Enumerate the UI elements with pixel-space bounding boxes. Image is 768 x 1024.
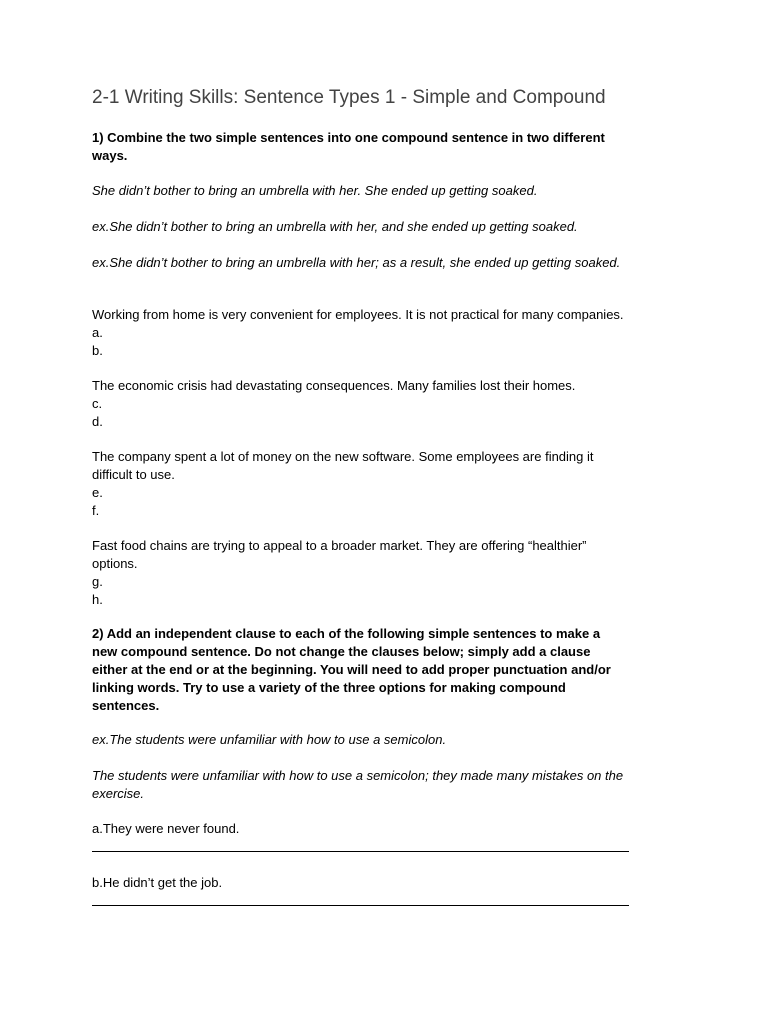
item2-prompt: The economic crisis had devastating consequences. Many families lost their homes. (92, 378, 576, 393)
item4-prompt-cont: options. (92, 556, 138, 571)
section2-example-answer-cont: exercise. (92, 786, 145, 801)
item4-label-h: h. (92, 592, 103, 607)
section1-instruction: 1) Combine the two simple sentences into one compound sentence in two different (92, 130, 605, 145)
item3-label-f: f. (92, 503, 100, 518)
item1-label-a: a. (92, 325, 103, 340)
item3-prompt: The company spent a lot of money on the new software. Some employees are finding it (92, 449, 594, 464)
item2-label-c: c. (92, 396, 103, 411)
item4-prompt: Fast food chains are trying to appeal to a broader market. They are offering “healthier” (92, 538, 587, 553)
example-sentence: She didn’t bother to bring an umbrella with her. She ended up getting soaked. (92, 183, 538, 198)
question-b: b.He didn’t get the job. (92, 875, 223, 890)
item3-label-e: e. (92, 485, 103, 500)
example-answer-b: ex.She didn’t bother to bring an umbrella with her; as a result, she ended up getting soaked. (92, 255, 621, 270)
section1-instruction-cont: ways. (92, 148, 128, 163)
answer-line-b[interactable] (92, 905, 629, 906)
item4-label-g: g. (92, 574, 103, 589)
answer-line-a[interactable] (92, 851, 629, 852)
item2-label-d: d. (92, 414, 103, 429)
item3-prompt-cont: difficult to use. (92, 467, 175, 482)
page-title: 2-1 Writing Skills: Sentence Types 1 - Simple and Compound (92, 87, 606, 108)
item1-label-b: b. (92, 343, 103, 358)
section2-instruction-cont: sentences. (92, 698, 160, 713)
section2-example: ex.The students were unfamiliar with how to use a semicolon. (92, 732, 447, 747)
example-answer-a: ex.She didn’t bother to bring an umbrella with her, and she ended up getting soaked. (92, 219, 578, 234)
section2-instruction-cont: linking words. Try to use a variety of the three options for making compound (92, 680, 566, 695)
section2-instruction: 2) Add an independent clause to each of the following simple sentences to make a (92, 626, 601, 641)
section2-instruction-cont: new compound sentence. Do not change the clauses below; simply add a clause (92, 644, 591, 659)
section2-instruction-cont: either at the end or at the beginning. You will need to add proper punctuation and/or (92, 662, 611, 677)
section2-example-answer: The students were unfamiliar with how to use a semicolon; they made many mistakes on the (92, 768, 624, 783)
question-a: a.They were never found. (92, 821, 240, 836)
item1-prompt: Working from home is very convenient for employees. It is not practical for many companies. (92, 307, 624, 322)
